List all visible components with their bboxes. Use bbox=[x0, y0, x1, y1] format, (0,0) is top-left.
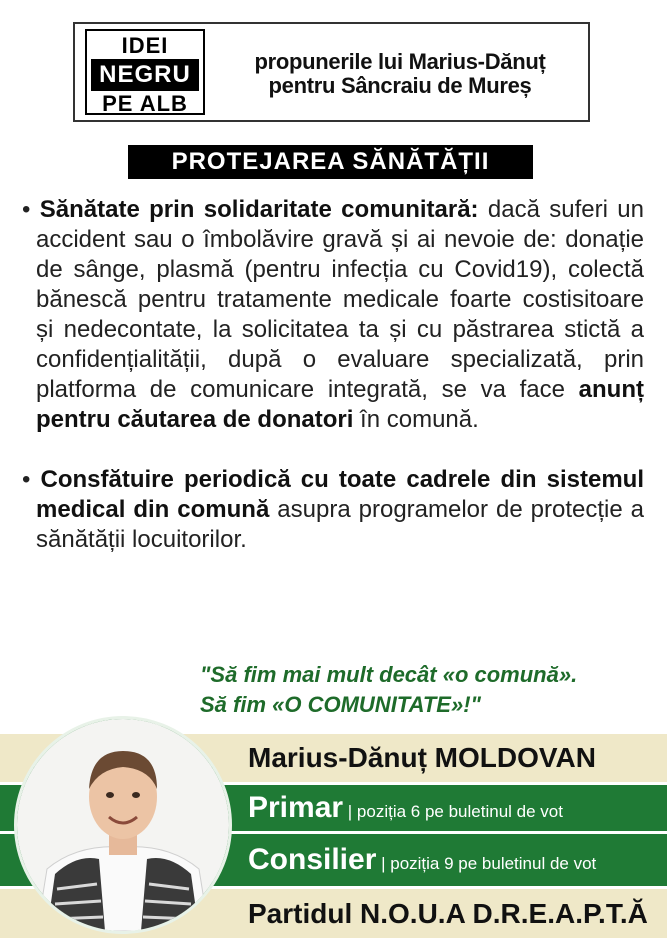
slogan-quote bbox=[200, 660, 640, 720]
logo-line-3: PE ALB bbox=[102, 91, 188, 116]
logo-line-1: IDEI bbox=[121, 33, 169, 58]
header-title bbox=[215, 50, 585, 98]
candidate-name: Marius-Dănuț MOLDOVAN bbox=[248, 742, 596, 773]
proposal-lead: Consfătuire periodică cu toate cadrele din sistemul medical din comună bbox=[36, 466, 644, 523]
party-name: Partidul N.O.U.A D.R.E.A.P.T.Ă bbox=[248, 898, 648, 929]
role-consilier-detail: | poziția 9 pe buletinul de vot bbox=[376, 854, 597, 873]
proposal-text-end: în comună. bbox=[353, 406, 479, 433]
slogan-line-2: Să fim «O COMUNITATE»!" bbox=[200, 692, 481, 717]
header-title-line-2: pentru Sâncraiu de Mureș bbox=[268, 73, 532, 98]
proposal-text: dacă suferi un accident sau o îmbolăvire gravă și ai nevoie de: donație de sânge, plasmă (pentru infecția cu Covid19), colectă bănescă pentru tratamente medicale foarte costisitoare și nedecontate, la solicitatea ta și cu păstrarea stictă a confidențialității, după o evaluare specializată, prin platforma de comunicare integrată, se va face bbox=[36, 196, 644, 403]
proposal-text: asupra programelor de protecție a sănătății locuitorilor. bbox=[36, 496, 644, 553]
role-consilier-title: Consilier bbox=[248, 843, 377, 876]
proposal-item: • Sănătate prin solidaritate comunitară: dacă suferi un accident sau o îmbolăvire gravă și ai nevoie de: donație de sânge, plasmă (pentru infecția cu Covid19), colectă bănescă pentru tratamente medicale foarte costisitoare și nedecontate, la solicitatea ta și cu păstrarea stictă a confidențialității, după o evaluare specializată, prin platforma de comunicare integrată, se va face anunț pentru căutarea de donatori în comună. bbox=[22, 196, 644, 433]
header-banner bbox=[73, 22, 590, 122]
idei-negru-pe-alb-logo bbox=[85, 29, 205, 115]
logo-line-2: NEGRU bbox=[91, 59, 199, 91]
role-consilier bbox=[248, 840, 658, 885]
proposal-highlight: anunț pentru căutarea de donatori bbox=[36, 376, 644, 433]
section-title: PROTEJAREA SĂNĂTĂȚII bbox=[128, 145, 533, 179]
portrait-illustration bbox=[17, 719, 229, 931]
role-primar-detail: | poziția 6 pe buletinul de vot bbox=[343, 802, 563, 821]
role-primar bbox=[248, 788, 658, 833]
proposal-lead: Sănătate prin solidaritate comunitară: bbox=[39, 196, 479, 223]
proposal-list bbox=[22, 195, 644, 555]
role-primar-title: Primar bbox=[248, 791, 344, 824]
slogan-line-1: "Să fim mai mult decât «o comună». bbox=[200, 662, 578, 687]
header-title-line-1: propunerile lui Marius-Dănuț bbox=[254, 49, 546, 74]
proposal-item: • Consfătuire periodică cu toate cadrele din sistemul medical din comună asupra programelor de protecție a sănătății locuitorilor. bbox=[22, 466, 644, 553]
candidate-portrait bbox=[14, 716, 232, 934]
